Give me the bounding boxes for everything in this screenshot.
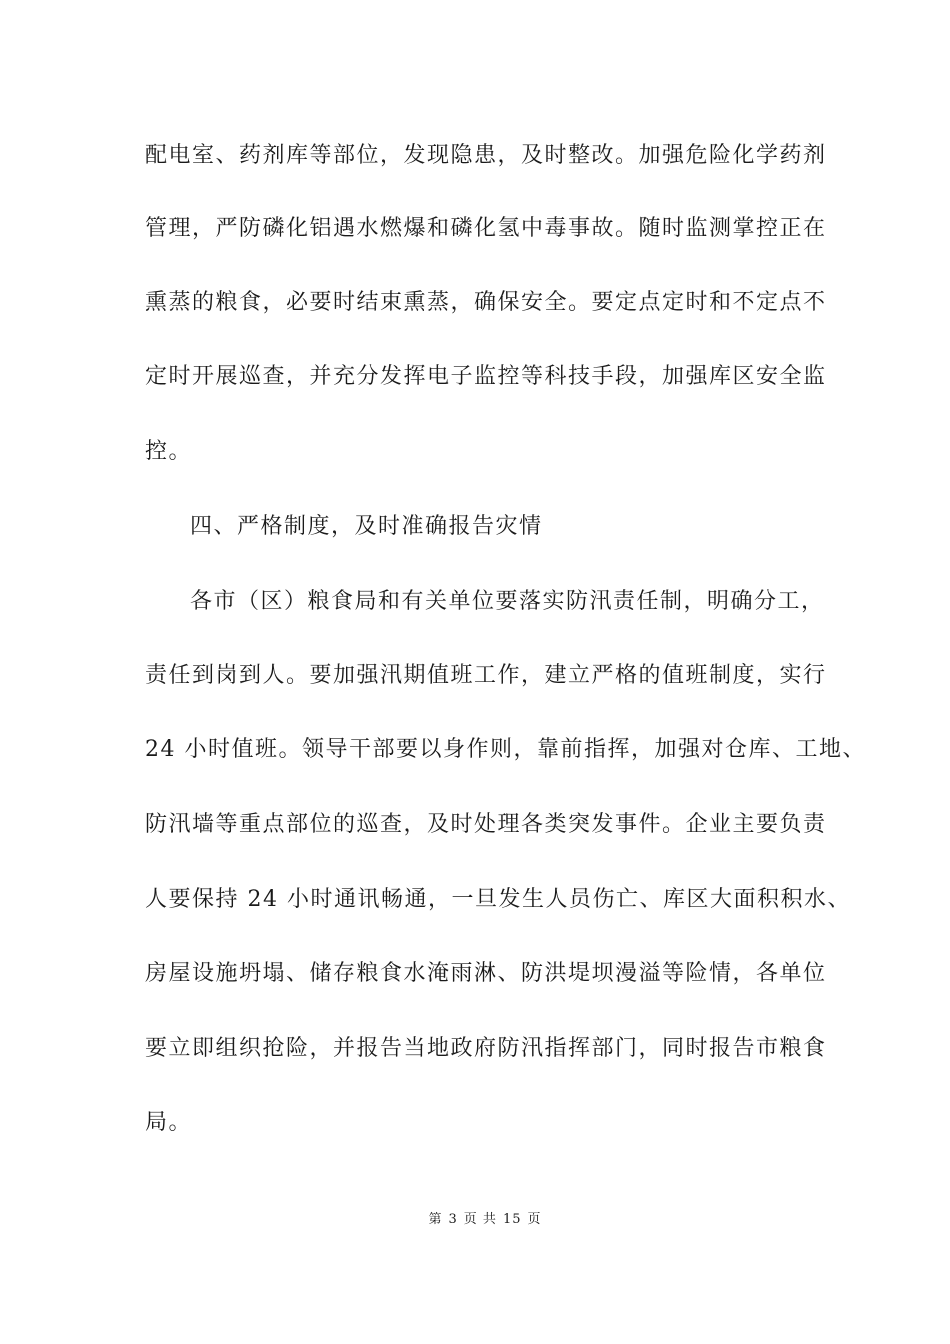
footer-suffix: 页 (527, 1212, 542, 1227)
paragraph-line: 熏蒸的粮食，必要时结束熏蒸，确保安全。要定点定时和不定点不 (145, 290, 827, 315)
paragraph-line: 24 小时值班。领导干部要以身作则，靠前指挥，加强对仓库、工地、 (145, 737, 866, 762)
paragraph-line: 定时开展巡查，并充分发挥电子监控等科技手段，加强库区安全监 (145, 364, 827, 389)
paragraph-line: 防汛墙等重点部位的巡查，及时处理各类突发事件。企业主要负责 (145, 812, 827, 837)
footer-current-page: 3 (448, 1212, 458, 1227)
section-heading: 四、严格制度，及时准确报告灾情 (190, 514, 543, 539)
paragraph-line: 局。 (145, 1110, 193, 1135)
paragraph-line: 房屋设施坍塌、储存粮食水淹雨淋、防洪堤坝漫溢等险情，各单位 (145, 961, 827, 986)
page-footer (0, 1208, 950, 1227)
footer-total-pages: 15 (502, 1212, 522, 1227)
paragraph-line: 人要保持 24 小时通讯畅通，一旦发生人员伤亡、库区大面积积水、 (145, 887, 851, 912)
footer-prefix: 第 (428, 1212, 443, 1227)
paragraph-line: 控。 (145, 439, 193, 464)
paragraph-line: 配电室、药剂库等部位，发现隐患，及时整改。加强危险化学药剂 (145, 143, 827, 168)
paragraph-line: 要立即组织抢险，并报告当地政府防汛指挥部门，同时报告市粮食 (145, 1036, 827, 1061)
paragraph-line: 责任到岗到人。要加强汛期值班工作，建立严格的值班制度，实行 (145, 663, 827, 688)
paragraph-line: 管理，严防磷化铝遇水燃爆和磷化氢中毒事故。随时监测掌控正在 (145, 216, 827, 241)
paragraph-line: 各市（区）粮食局和有关单位要落实防汛责任制，明确分工， (190, 589, 825, 614)
footer-middle: 页 共 (463, 1212, 497, 1227)
